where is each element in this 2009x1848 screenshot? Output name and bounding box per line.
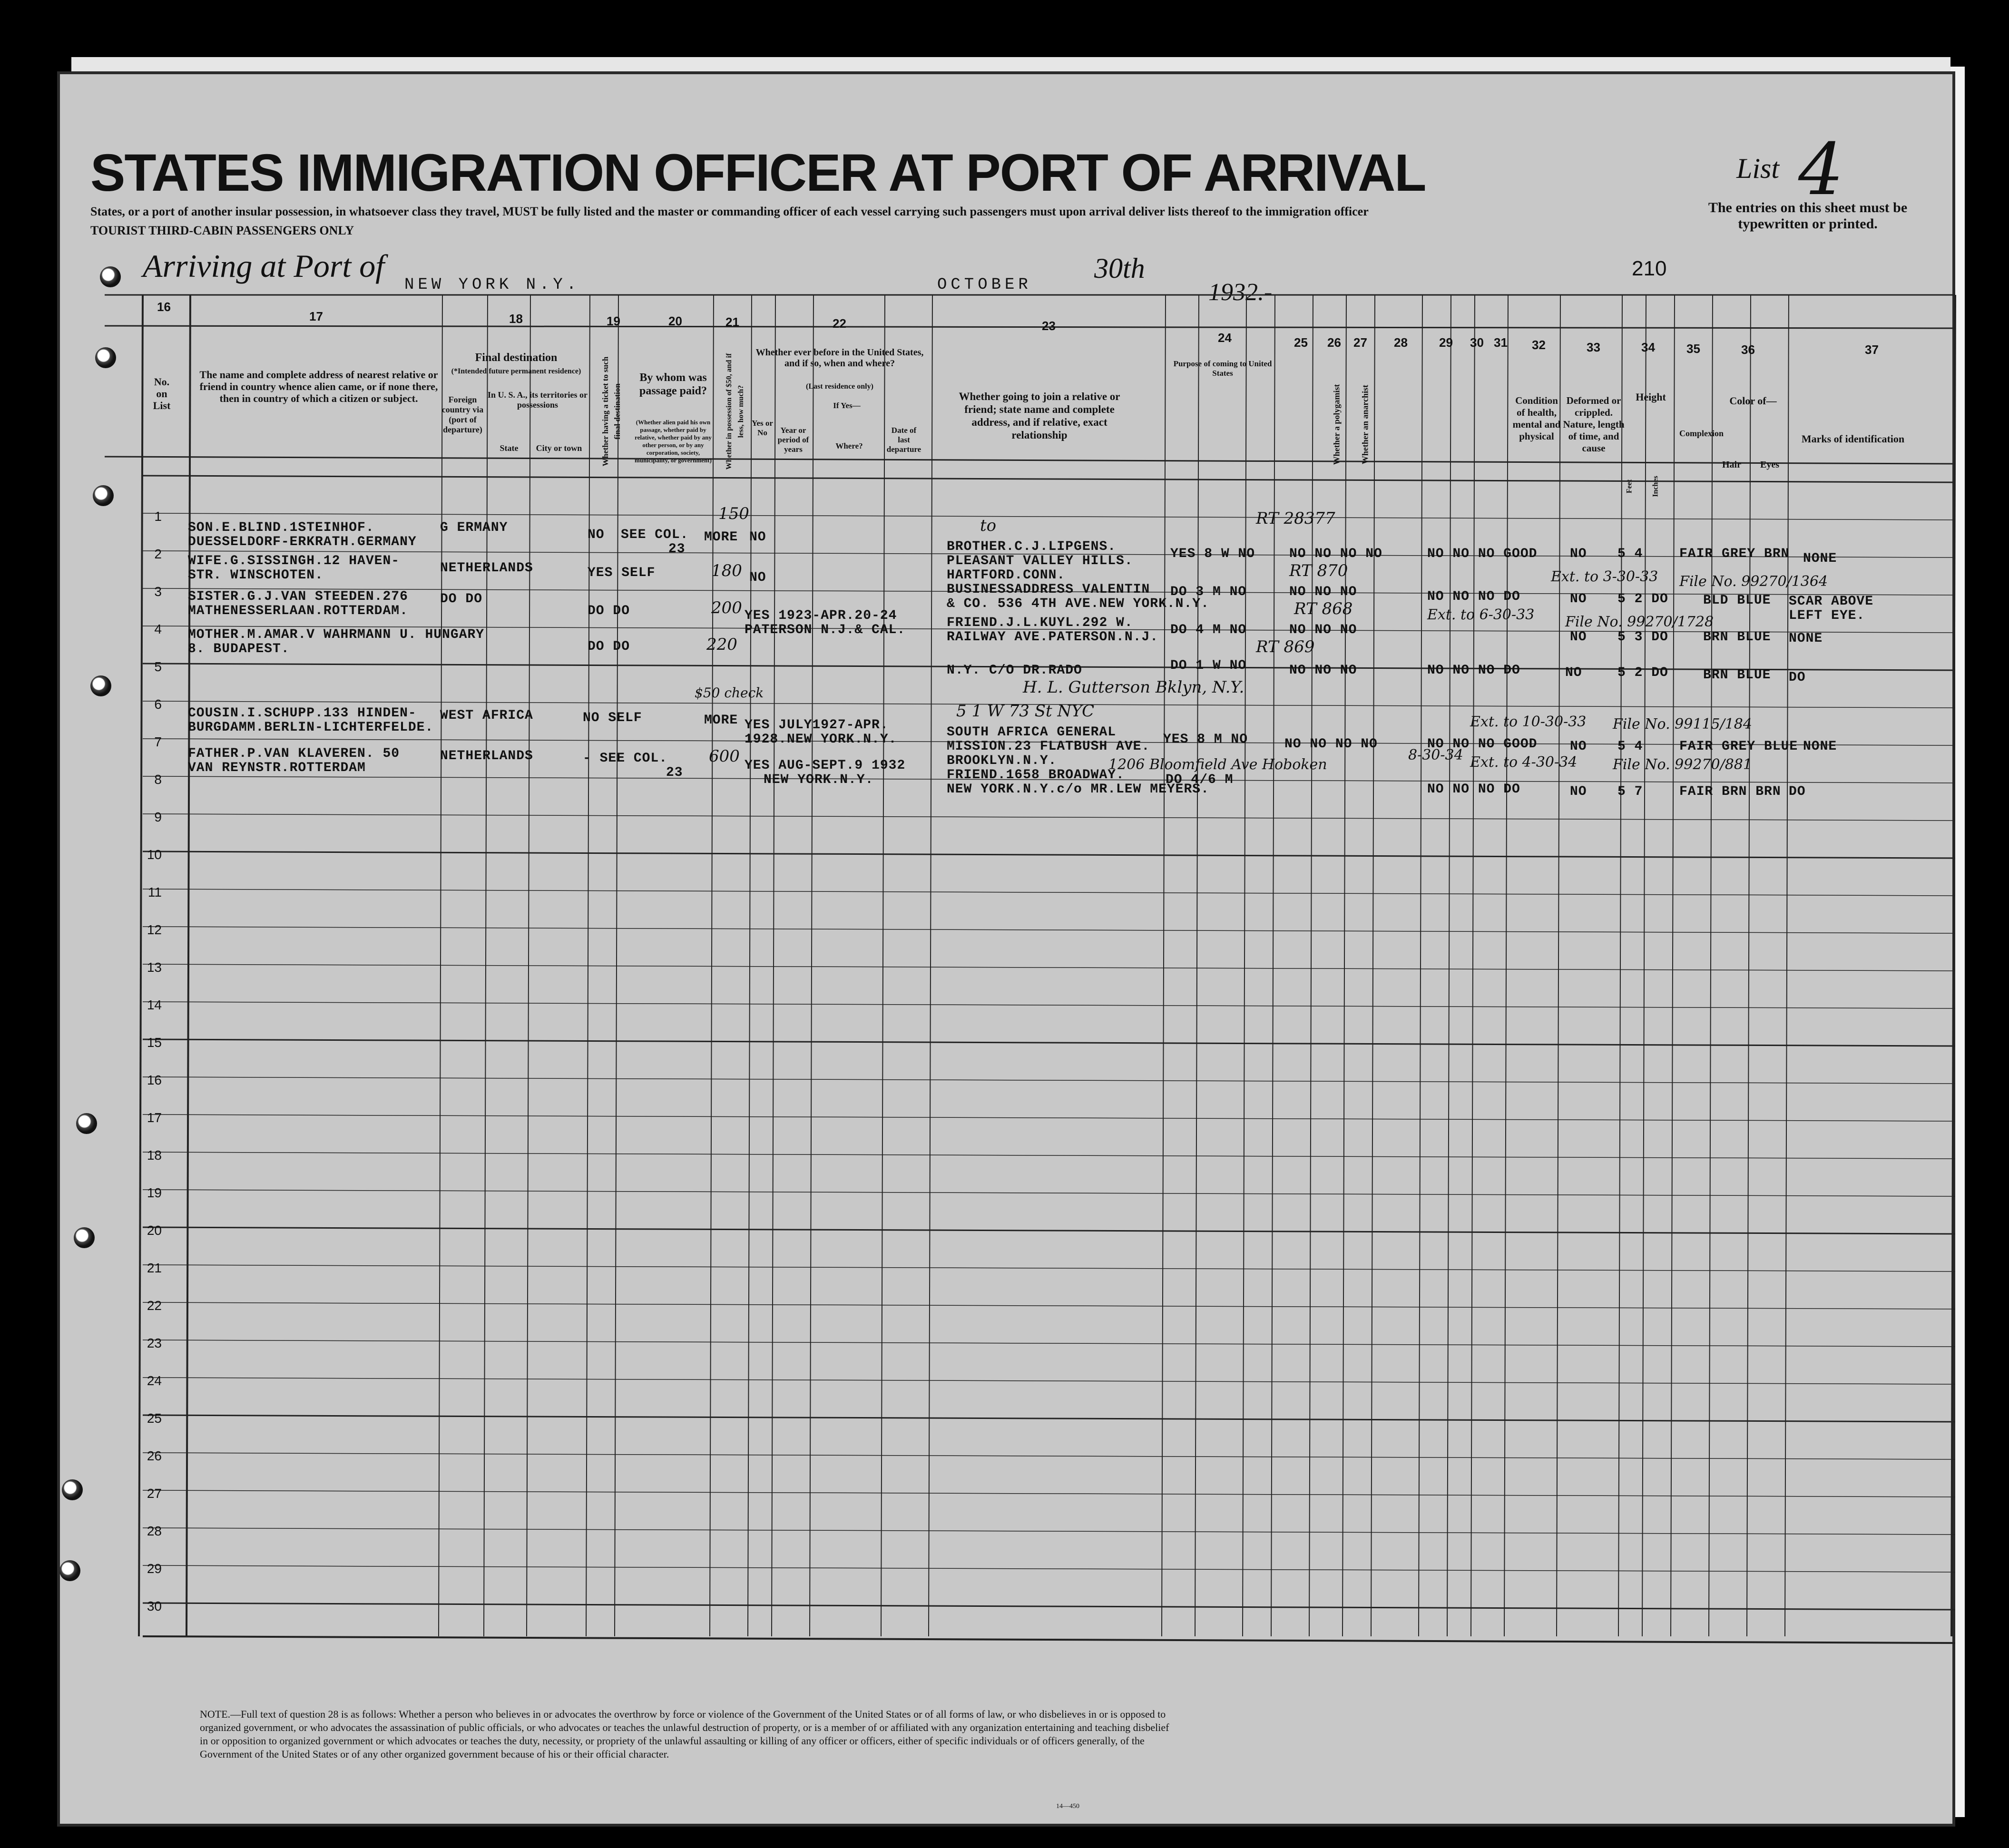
entry-row7-before: YES AUG-SEPT.9 1932 (745, 758, 906, 773)
entry-row7-relative: FATHER.P.VAN KLAVEREN. 50 (188, 746, 400, 761)
entry-row2-before: NO (749, 570, 766, 585)
entry-row6-join-city: BROOKLYN.N.Y. (947, 753, 1057, 768)
entry-row3-before: YES 1923-APR.20-24 (745, 608, 897, 623)
row-number: 17 (147, 1110, 162, 1125)
grid-line (881, 295, 885, 1636)
entry-row3-join: FRIEND.J.L.KUYL.292 W. (947, 616, 1133, 630)
header-complexion: Complexion (1679, 429, 1724, 438)
entry-row7-marks: DO (1789, 784, 1806, 799)
entry-row2-purpose: DO 3 M NO (1170, 585, 1247, 599)
col-num-32: 32 (1532, 338, 1546, 352)
header-deformed: Deformed or crippled. Nature, length of time, and cause (1563, 395, 1625, 454)
entry-row3-before-where: PATERSON N.J.& CAL. (745, 623, 906, 637)
entry-row2-questions-2: NO NO NO DO (1427, 589, 1520, 604)
entry-row1-relative: SON.E.BLIND.1STEINHOF. (188, 520, 374, 535)
grid-line (1243, 295, 1246, 1636)
entry-row6-relative-address: BURGDAMM.BERLIN-LICHTERFELDE. (188, 720, 434, 735)
entry-row2-marks: SCAR ABOVE (1789, 594, 1874, 609)
col-num-20: 20 (668, 314, 682, 328)
entry-row7-address-note: 1206 Bloomfield Ave Hoboken (1108, 756, 1327, 773)
grid-line (929, 295, 932, 1636)
header-health: Condition of health, mental and physical (1512, 395, 1561, 442)
header-foreign-country: Foreign country via (port of departure) (441, 395, 484, 434)
row-number: 23 (147, 1336, 162, 1350)
entry-row2-rt: RT 870 (1289, 561, 1348, 580)
row-number: 28 (147, 1524, 162, 1538)
grid-line (810, 295, 813, 1636)
entry-row3-ticket-paid: DO DO (588, 604, 630, 618)
header-year: Year or period of years (777, 426, 809, 454)
row-number: 7 (154, 734, 162, 749)
row-number: 5 (154, 659, 162, 674)
row-number: 9 (154, 810, 162, 824)
entry-row6-purpose: YES 8 M NO (1163, 732, 1248, 747)
entry-row6-questions-2: NO NO NO GOOD (1427, 737, 1538, 752)
row-number: 16 (147, 1073, 162, 1087)
entry-row6-before: YES JULY1927-APR. (745, 718, 889, 733)
grid-line (1785, 295, 1789, 1636)
entry-row3-destination: DO DO (440, 592, 483, 606)
grid-line (1162, 295, 1166, 1636)
grid-line (143, 1077, 1955, 1084)
col-num-30: 30 (1470, 335, 1484, 350)
entry-row1-paid-col: 23 (668, 542, 686, 557)
entry-row1-money-more: MORE (704, 530, 738, 545)
entry-row4-relative: MOTHER.M.AMAR.V WAHRMANN U. HUNGARY (188, 627, 485, 642)
col-num-28: 28 (1394, 335, 1408, 350)
grid-line (1343, 295, 1346, 1636)
header-before-note: (Last residence only) (806, 382, 873, 391)
entry-row7-destination: NETHERLANDS (440, 749, 533, 763)
entry-row3-relative-address: MATHENESSERLAAN.ROTTERDAM. (188, 604, 408, 618)
entry-row4-ticket-paid: DO DO (588, 639, 630, 654)
entry-row6-friend-note: H. L. Gutterson Bklyn, N.Y. (1023, 678, 1245, 697)
row-number: 15 (147, 1035, 162, 1050)
col-num-27: 27 (1353, 335, 1367, 350)
entry-row7-file: File No. 99270/881 (1613, 756, 1752, 773)
header-possession-50: Whether in possession of $50, and if less, how much? (725, 353, 745, 470)
entry-row3-purpose: DO 4 M NO (1170, 623, 1247, 637)
row-number: 19 (147, 1185, 162, 1200)
header-state: State (500, 443, 519, 453)
grid-line (143, 1302, 1955, 1309)
grid-line (143, 513, 1955, 520)
entry-row2-relative: WIFE.G.SISSINGH.12 HAVEN- (188, 554, 400, 568)
entry-row7-date: 8-30-34 (1408, 747, 1463, 763)
header-color-of: Color of— (1729, 395, 1777, 407)
entry-row1-complexion: FAIR GREY BRN (1679, 547, 1790, 561)
grid-line (1471, 295, 1475, 1636)
header-in-usa: In U. S. A., its territories or possessions (488, 390, 588, 410)
col-num-24: 24 (1218, 331, 1232, 345)
entry-row6-extension: Ext. to 10-30-33 (1470, 714, 1587, 730)
row-number: 27 (147, 1486, 162, 1501)
header-marks: Marks of identification (1801, 433, 1905, 445)
entry-row2-deformed: NO (1570, 592, 1587, 606)
entry-row1-marks: NONE (1803, 551, 1837, 566)
instructions-line: States, or a port of another insular possession, in whatsoever class they travel, MUST be fully listed and the master or commanding officer of each vessel carrying such passengers must upon arrival deliver lists thereof to the immigration officer (90, 205, 1369, 218)
grid-line (143, 851, 1955, 858)
entry-row6-relative: COUSIN.I.SCHUPP.133 HINDEN- (188, 706, 417, 721)
col-num-29: 29 (1439, 335, 1453, 350)
grid-line (143, 964, 1955, 971)
entry-row4-money: 220 (706, 635, 737, 654)
grid-line (143, 1152, 1955, 1159)
entry-row6-deformed: NO (1570, 739, 1587, 754)
header-no-on-list: No. on List (153, 376, 171, 411)
grid-line (772, 295, 775, 1636)
grid-line (1709, 295, 1713, 1636)
col-num-22: 22 (833, 316, 846, 331)
passenger-class-line: TOURIST THIRD-CABIN PASSENGERS ONLY (90, 224, 354, 237)
grid-line (143, 1603, 1955, 1610)
col-num-34: 34 (1641, 340, 1655, 354)
grid-line (143, 927, 1955, 933)
header-eyes: Eyes (1760, 460, 1779, 470)
entry-row6-complexion: FAIR GREY BLUE (1679, 739, 1798, 754)
row-number: 14 (147, 997, 162, 1012)
entry-row1-purpose: YES 8 W NO (1170, 547, 1255, 561)
entry-row1-relative-address: DUESSELDORF-ERKRATH.GERMANY (188, 535, 417, 549)
grid-line (748, 295, 752, 1636)
entry-row7-purpose: DO 4/6 M (1166, 772, 1234, 787)
row-number: 30 (147, 1599, 162, 1613)
entry-row6-marks: NONE (1803, 739, 1837, 754)
entry-row4-questions-2: NO NO NO DO (1427, 663, 1520, 678)
header-yes-no: Yes or No (752, 419, 773, 437)
grid-line (143, 1565, 1955, 1572)
entry-row1-height: 5 4 (1617, 547, 1643, 561)
header-passage-paid: By whom was passage paid? (639, 372, 707, 397)
grid-line (143, 1528, 1955, 1535)
grid-line (1504, 295, 1508, 1636)
col-num-37: 37 (1865, 342, 1879, 357)
grid-line (143, 1453, 1955, 1459)
entry-row3-join-address: RAILWAY AVE.PATERSON.N.J. (947, 630, 1159, 645)
entry-row2-file: File No. 99270/1364 (1679, 573, 1828, 590)
entry-row6-check-note: $50 check (695, 685, 764, 701)
header-city: City or town (536, 443, 582, 453)
entry-row1-money: 150 (718, 504, 749, 523)
grid-line (143, 1039, 1955, 1046)
row-number: 11 (147, 885, 162, 900)
col-num-35: 35 (1686, 342, 1700, 356)
list-number: 4 (1798, 128, 1844, 211)
row-number: 26 (147, 1448, 162, 1463)
entry-row1-join-city: HARTFORD.CONN. (947, 568, 1066, 583)
col-num-25: 25 (1294, 335, 1308, 350)
row-number: 24 (147, 1373, 162, 1388)
entry-row6-money: MORE (704, 713, 738, 728)
entry-row1-destination: G ERMANY (440, 520, 508, 535)
entry-row3-height: 5 3 DO (1617, 630, 1668, 645)
col-num-17: 17 (309, 309, 323, 323)
entry-row1-questions: NO NO NO NO (1289, 547, 1382, 561)
col-num-33: 33 (1587, 340, 1600, 354)
header-where: Where? (835, 441, 863, 450)
row-number: 12 (147, 922, 162, 937)
entry-row6-height: 5 4 (1617, 739, 1643, 754)
grid-line (1618, 295, 1622, 1636)
grid-line (1419, 295, 1422, 1636)
header-hair: Hair (1722, 460, 1741, 470)
row-number: 1 (154, 509, 162, 524)
entry-row6-address-note: 5 1 W 73 St NYC (956, 702, 1095, 721)
header-final-destination-note: (*Intended future permanent residence) (451, 367, 581, 375)
entry-row1-ticket: NO (588, 528, 605, 542)
form-number: 14—450 (1056, 1803, 1079, 1810)
entry-row2-money: 180 (711, 561, 742, 580)
header-purpose: Purpose of coming to United States (1173, 359, 1272, 378)
entry-row2-destination: NETHERLANDS (440, 561, 533, 576)
footnote-question-28: NOTE.—Full text of question 28 is as follows: Whether a person who believes in or advocates the overthrow by force or violence of the Government of the United States or of all forms of law, or who disbelieves in or is opposed to organized government, or who advocates the assassination of public officials, or who advocates or teaches the unlawful destruction of property, or is a member of or affiliated with any organization entertaining and teaching disbelief in or opposition to organized government or which advocates or teaches the duty, necessity, or propriety of the unlawful assaulting or killing of any officer or officers, either of specific individuals or of officers generally, of the Government of the United States or of any other organized government because of his or their official character. (200, 1708, 1169, 1760)
entry-row2-marks-2: LEFT EYE. (1789, 608, 1865, 623)
header-inches: Inches (1651, 476, 1660, 497)
entry-row3-rt: RT 868 (1294, 599, 1353, 618)
col-num-26: 26 (1327, 335, 1341, 350)
entry-row6-ticket-paid: NO SELF (583, 711, 642, 725)
grid-line (143, 889, 1955, 896)
grid-line (1447, 295, 1451, 1636)
sheet-number: 210 (1632, 257, 1667, 280)
row-number: 10 (147, 847, 162, 862)
grid-line (1195, 295, 1199, 1636)
grid-line (105, 326, 1955, 328)
grid-line (186, 295, 190, 1636)
entry-row2-questions: NO NO NO (1289, 585, 1357, 599)
entry-row7-extension: Ext. to 4-30-34 (1470, 754, 1578, 771)
row-number: 21 (147, 1261, 162, 1275)
grid-line (143, 1340, 1955, 1347)
entry-row7-complexion: FAIR BRN BRN (1679, 784, 1781, 799)
entry-row3-money: 200 (711, 598, 742, 617)
entry-row6-before-where: 1928.NEW YORK.N.Y. (745, 732, 897, 747)
entry-row1-rt: RT 28377 (1256, 509, 1335, 528)
port-name: NEW YORK N.Y. (404, 276, 580, 294)
grid-line (143, 1378, 1955, 1384)
header-join-relative: Whether going to join a relative or friend; state name and complete address, and if relative, exact relationship (959, 391, 1120, 441)
grid-line (143, 1115, 1955, 1121)
entry-row7-deformed: NO (1570, 784, 1587, 799)
entry-row6-join: SOUTH AFRICA GENERAL (947, 725, 1117, 740)
grid-line (710, 295, 714, 1636)
entry-row3-deformed: NO (1570, 630, 1587, 645)
row-number: 25 (147, 1411, 162, 1426)
col-num-23: 23 (1042, 319, 1056, 333)
col-num-36: 36 (1741, 342, 1755, 357)
header-final-destination: Final destination (475, 352, 558, 364)
entry-row1-before: NO (749, 530, 766, 545)
row-number: 8 (154, 772, 162, 787)
entry-row1-join-address: PLEASANT VALLEY HILLS. (947, 554, 1133, 568)
entry-row2-join-address: & CO. 536 4TH AVE.NEW YORK.N.Y. (947, 596, 1209, 611)
entry-row3-questions: NO NO NO (1289, 623, 1357, 637)
document-title: STATES IMMIGRATION OFFICER AT PORT OF ARRIVAL (90, 144, 1426, 202)
grid-line (1671, 295, 1675, 1636)
header-polygamist: Whether a polygamist (1332, 384, 1342, 465)
row-number: 22 (147, 1298, 162, 1313)
row-number: 4 (154, 622, 162, 636)
arrival-day: 30th (1094, 253, 1145, 284)
header-feet: Feet (1625, 479, 1634, 494)
header-height: Height (1636, 391, 1666, 403)
entry-row3-relative: SISTER.G.J.VAN STEEDEN.276 (188, 589, 408, 604)
row-number: 3 (154, 584, 162, 599)
col-num-16: 16 (157, 300, 171, 314)
header-anarchist: Whether an anarchist (1360, 384, 1370, 465)
grid-line (1951, 295, 1955, 1636)
entry-row4-relative-address: 8. BUDAPEST. (188, 642, 290, 656)
grid-line (143, 1415, 1955, 1422)
grid-line (143, 1636, 1955, 1643)
entry-row4-questions: NO NO NO (1289, 663, 1357, 678)
entry-row3-marks: NONE (1789, 631, 1823, 646)
entry-row2-ticket-paid: YES SELF (588, 566, 656, 580)
grid-line (1271, 295, 1275, 1636)
entry-row4-complexion: BRN BLUE (1703, 668, 1771, 683)
entry-row3-complexion: BRN BLUE (1703, 630, 1771, 645)
col-num-21: 21 (725, 315, 739, 329)
arrival-month: OCTOBER (937, 276, 1032, 294)
row-number: 18 (147, 1148, 162, 1163)
entry-row3-file: File No. 99270/1728 (1565, 614, 1714, 630)
grid-line (1747, 295, 1751, 1636)
entry-row4-join: N.Y. C/O DR.RADO (947, 663, 1082, 678)
entry-row4-height: 5 2 DO (1617, 665, 1668, 680)
header-passage-paid-note: (Whether alien paid his own passage, whether paid by relative, whether paid by any other person, or by any corporation, society, municipality, or government) (635, 419, 712, 464)
entry-row1-questions-2: NO NO NO GOOD (1427, 547, 1538, 561)
entry-row7-ticket-col: 23 (666, 765, 683, 780)
entry-row4-purpose: DO 1 W NO (1170, 658, 1247, 673)
header-nearest-relative: The name and complete address of nearest relative or friend in country whence alien came, or if none there, then in country of which a citizen or subject. (199, 369, 438, 404)
entry-row6-questions: NO NO NO NO (1284, 737, 1378, 752)
entry-row7-money: 600 (709, 747, 740, 766)
arrival-year: 1932.- (1208, 279, 1273, 306)
entry-row2-join: BUSINESSADDRESS VALENTIN (947, 582, 1150, 597)
header-before-in-us: Whether ever before in the United States, and if so, when and where? (755, 347, 924, 369)
entry-row2-height: 5 2 DO (1617, 592, 1668, 606)
grid-line (105, 457, 1955, 464)
entry-row4-rt: RT 869 (1256, 637, 1315, 656)
grid-line (143, 476, 1955, 482)
entry-row7-questions: NO NO NO DO (1427, 782, 1520, 797)
entry-row1-deformed: NO (1570, 547, 1587, 561)
entry-row2-relative-address: STR. WINSCHOTEN. (188, 568, 323, 583)
grid-line (1557, 295, 1560, 1636)
entry-row1-paid: SEE COL. (621, 528, 689, 542)
header-if-yes: If Yes— (833, 401, 861, 410)
entry-row4-marks: DO (1789, 670, 1806, 685)
row-number: 13 (147, 960, 162, 975)
grid-line (143, 1490, 1955, 1497)
entry-row2-extension: Ext. to 3-30-33 (1551, 568, 1658, 585)
row-number: 29 (147, 1561, 162, 1576)
grid-line (143, 1190, 1955, 1196)
entry-row7-relative-address: VAN REYNSTR.ROTTERDAM (188, 761, 366, 775)
entry-row3-extension: Ext. to 6-30-33 (1427, 606, 1535, 623)
header-ticket: Whether having a ticket to such final destination (601, 356, 622, 467)
entry-row6-file: File No. 99115/184 (1613, 716, 1752, 733)
grid-line (1642, 295, 1646, 1636)
col-num-19: 19 (607, 314, 620, 328)
col-num-18: 18 (509, 312, 523, 326)
entry-row7-join-address: NEW YORK.N.Y.c/o MR.LEW MEYERS. (947, 782, 1209, 797)
entry-row6-join-address: MISSION.23 FLATBUSH AVE. (947, 739, 1150, 754)
grid-line (143, 1227, 1955, 1234)
grid-line (143, 814, 1955, 821)
grid-line (1309, 295, 1313, 1636)
row-number: 20 (147, 1223, 162, 1238)
grid-line (1371, 295, 1375, 1636)
entry-row7-ticket-paid: - SEE COL. (583, 751, 668, 766)
arriving-label: Arriving at Port of (143, 248, 385, 284)
row-number: 2 (154, 547, 162, 561)
entry-row1-join: BROTHER.C.J.LIPGENS. (947, 539, 1117, 554)
entry-row7-before-where: NEW YORK.N.Y. (764, 772, 874, 787)
typewritten-notice: The entries on this sheet must be typewritten or printed. (1708, 200, 1908, 232)
header-date-departure: Date of last departure (886, 426, 921, 454)
entry-row7-join: FRIEND.1658 BROADWAY. (947, 768, 1125, 782)
row-number: 6 (154, 697, 162, 712)
list-label: List (1736, 153, 1780, 184)
entry-row1-to: to (980, 516, 997, 535)
grid-line (143, 1002, 1955, 1008)
entry-row2-complexion: BLD BLUE (1703, 593, 1771, 608)
col-num-31: 31 (1494, 335, 1508, 350)
grid-line (143, 1265, 1955, 1271)
entry-row6-destination: WEST AFRICA (440, 708, 533, 723)
entry-row4-deformed: NO (1565, 665, 1582, 680)
entry-row7-height: 5 7 (1617, 784, 1643, 799)
